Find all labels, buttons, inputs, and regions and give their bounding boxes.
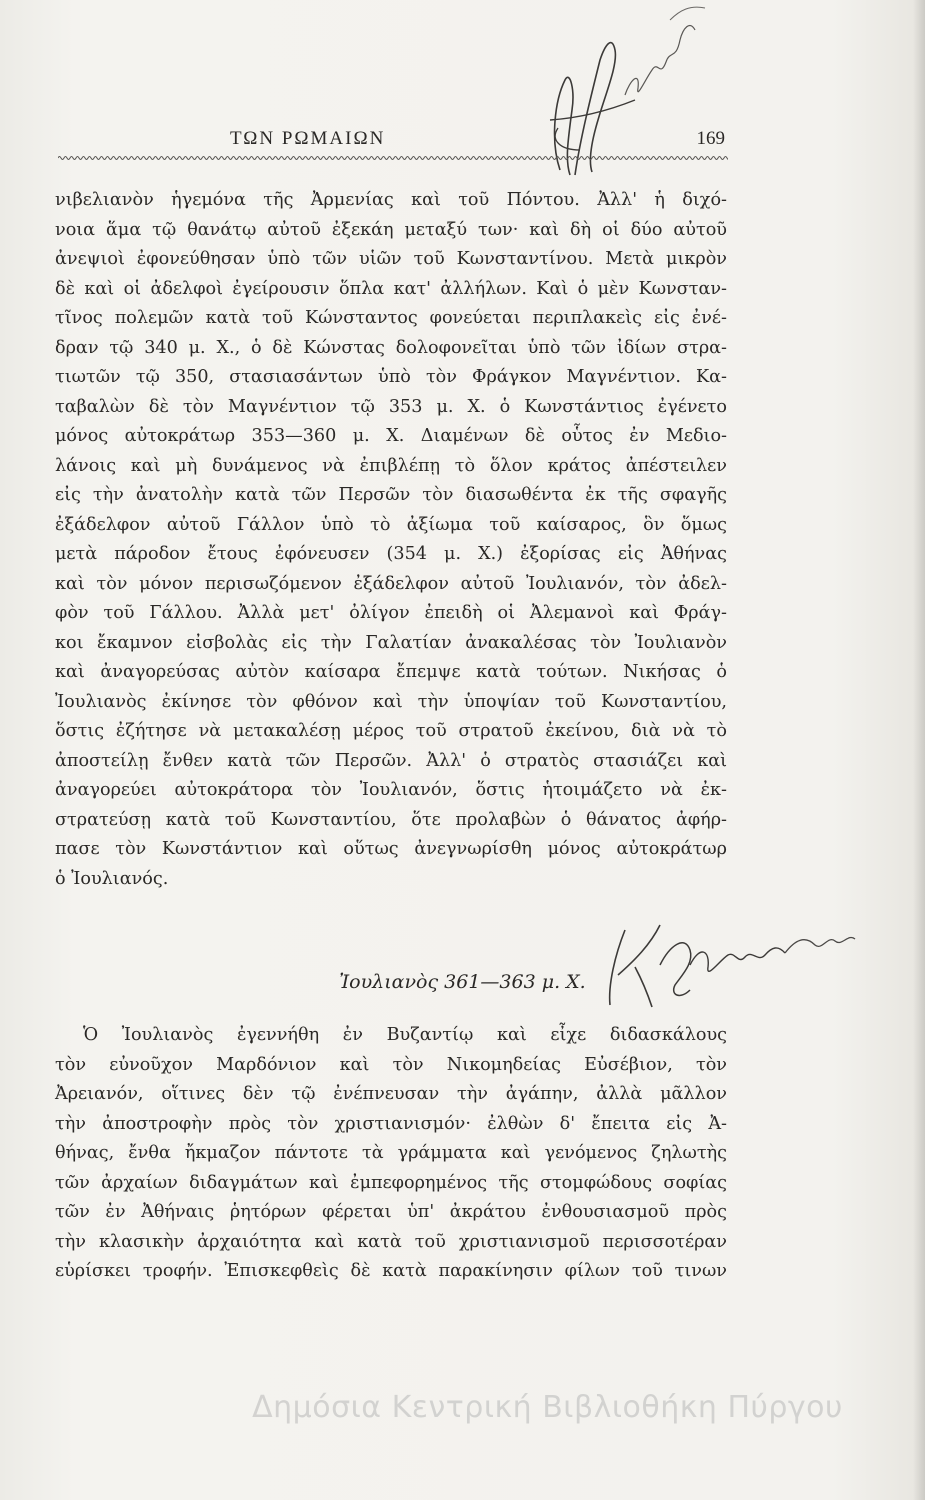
text-line: ἀνεψιοὶ ἐφονεύθησαν ὑπὸ τῶν υἱῶν τοῦ Κωνσταντίνου. Μετὰ μικρὸν [55,249,727,269]
text-line: ἀναγορεύει αὐτοκράτορα τὸν Ἰουλιανόν, ὅστις ἡτοιμάζετο νὰ ἐκ- [55,780,727,800]
text-line: ὅστις ἐζήτησε νὰ μετακαλέσῃ μέρος τοῦ στρατοῦ ἐκείνου, διὰ νὰ τὸ [55,721,727,741]
text-line: στρατεύσῃ κατὰ τοῦ Κωνσταντίου, ὅτε προλαβὼν ὁ θάνατος ἀφήρ- [55,809,727,830]
text-line: ἀποστείλῃ ἔνθεν κατὰ τῶν Περσῶν. Ἀλλ' ὁ στρατὸς στασιάζει καὶ [55,750,727,771]
text-line: τὴν κλασικὴν ἀρχαιότητα καὶ κατὰ τοῦ χριστιανισμοῦ περισσοτέραν [55,1231,727,1252]
text-line: ἐξάδελφον αὐτοῦ Γάλλον ὑπὸ τὸ ἀξίωμα τοῦ καίσαρος, ὃν ὅμως [55,514,727,535]
text-line: Ἀρειανόν, οἵτινες δὲν τῷ ἐνέπνευσαν τὴν ἀγάπην, ἀλλὰ μᾶλλον [55,1084,727,1104]
text-line: εἰς τὴν ἀνατολὴν κατὰ τῶν Περσῶν τὸν διασωθέντα ἐκ τῆς σφαγῆς [55,485,727,505]
text-line: καὶ ἀναγορεύσας αὐτὸν καίσαρα ἔπεμψε κατὰ τούτων. Νικήσας ὁ [55,662,727,682]
page-header [60,128,725,152]
text-line: θήνας, ἔνθα ἤκμαζον πάντοτε τὰ γράμματα καὶ γενόμενος ζηλωτὴς [55,1143,727,1163]
text-line: πασε τὸν Κωνστάντιον καὶ οὕτως ἀνεγνωρίσθη μόνος αὐτοκράτωρ [55,839,727,859]
library-watermark: Δημόσια Κεντρική Βιβλιοθήκη Πύργου [252,1390,843,1425]
text-line: εὑρίσκει τροφήν. Ἐπισκεφθεὶς δὲ κατὰ παρακίνησιν φίλων τοῦ τινων [55,1261,727,1281]
text-line: τῶν ἀρχαίων διδαγμάτων καὶ ἐμπεφορημένος τῆς στομφώδους σοφίας [55,1172,727,1193]
text-line: ὁ Ἰουλιανός. [55,868,169,889]
text-line: φὸν τοῦ Γάλλου. Ἀλλὰ μετ' ὀλίγον ἐπειδὴ οἱ Ἀλεμανοὶ καὶ Φράγ- [55,603,727,623]
text-line: μετὰ πάροδον ἔτους ἐφόνευσεν (354 μ. Χ.) ἐξορίσας εἰς Ἀθήνας [55,544,727,564]
text-line: Ὁ Ἰουλιανὸς ἐγεννήθη ἐν Βυζαντίῳ καὶ εἶχε διδασκάλους [83,1025,727,1045]
running-title: ΤΩΝ ΡΩΜΑΙΩΝ [230,128,386,149]
text-line: τῖνος πολεμῶν κατὰ τοῦ Κώνσταντος φονεύεται περιπλακεὶς εἰς ἐνέ- [55,308,727,328]
text-line: τιωτῶν τῷ 350, στασιασάντων ὑπὸ τὸν Φράγκον Μαγνέντιον. Κα- [55,367,727,387]
handwritten-signature-middle [590,905,870,1015]
header-wavy-rule [58,152,728,164]
text-line: μόνος αὐτοκράτωρ 353—360 μ. Χ. Διαμένων δὲ οὗτος ἐν Μεδιο- [55,426,727,446]
text-line: καὶ τὸν μόνον περισωζόμενον ἐξάδελφον αὐτοῦ Ἰουλιανόν, τὸν ἀδελ- [55,573,727,594]
text-line: Ἰουλιανὸς ἐκίνησε τὸν φθόνον καὶ τὴν ὑποψίαν τοῦ Κωνσταντίου, [55,691,727,712]
text-line: κοι ἔκαμνον εἰσβολὰς εἰς τὴν Γαλατίαν ἀνακαλέσας τὸν Ἰουλιανὸν [55,632,727,653]
text-line: νιβελιανὸν ἡγεμόνα τῆς Ἀρμενίας καὶ τοῦ Πόντου. Ἀλλ' ἡ διχό- [55,190,727,210]
paragraph-1 [55,186,727,894]
page-edge-shadow [913,0,925,1500]
text-line: τὸν εὐνοῦχον Μαρδόνιον καὶ τὸν Νικομηδείας Εὐσέβιον, τὸν [55,1054,727,1075]
text-line: νοια ἅμα τῷ θανάτῳ αὐτοῦ ἐξεκάη μεταξύ των· καὶ δὴ οἱ δύο αὐτοῦ [55,219,727,240]
text-line: λάνοις καὶ μὴ δυνάμενος νὰ ἐπιβλέπῃ τὸ ὅλον κράτος ἀπέστειλεν [55,455,727,476]
text-line: τὴν ἀποστροφὴν πρὸς τὸν χριστιανισμόν· ἐλθὼν δ' ἔπειτα εἰς Ἀ- [55,1113,727,1134]
text-line: ταβαλὼν δὲ τὸν Μαγνέντιον τῷ 353 μ. Χ. ὁ Κωνστάντιος ἐγένετο [55,396,727,417]
text-line: τῶν ἐν Ἀθήναις ῥητόρων φέρεται ὑπ' ἀκράτου ἐνθουσιασμοῦ πρὸς [55,1202,727,1222]
paragraph-2 [55,1021,727,1287]
text-line: δραν τῷ 340 μ. Χ., ὁ δὲ Κώνστας δολοφονεῖται ὑπὸ τῶν ἰδίων στρα- [55,337,727,358]
text-line: δὲ καὶ οἱ ἀδελφοὶ ἐγείρουσιν ὅπλα κατ' ἀλλήλων. Καὶ ὁ μὲν Κωνσταν- [55,278,727,299]
section-heading: Ἰουλιανὸς 361—363 μ. Χ. [339,971,586,993]
page-number: 169 [696,128,725,149]
